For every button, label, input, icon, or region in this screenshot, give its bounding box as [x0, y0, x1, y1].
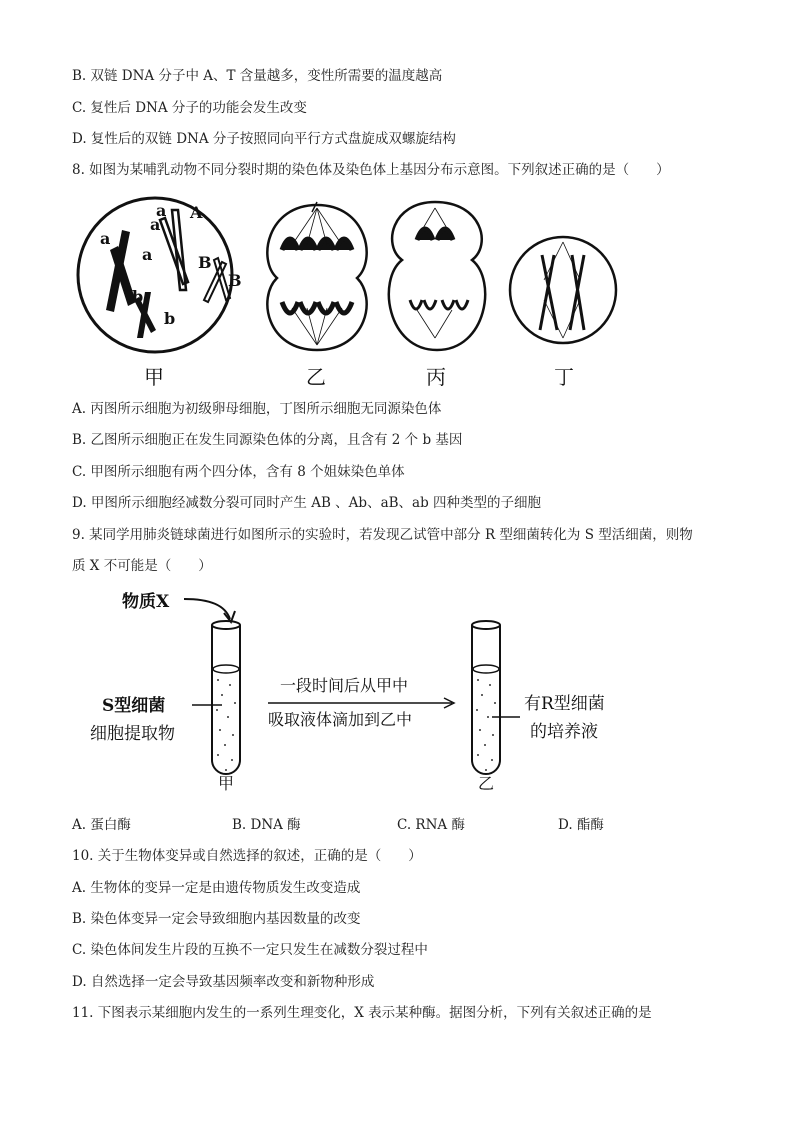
gene-label-a4: a: [156, 201, 167, 220]
gene-label-A: A: [190, 203, 203, 222]
gene-label-b2: b: [164, 309, 176, 328]
question-10-option-c: C. 染色体间发生片段的互换不一定只发生在减数分裂过程中: [72, 942, 428, 958]
question-9-option-d: D. 酯酶: [558, 817, 604, 833]
arrow-text-2: 吸取液体滴加到乙中: [268, 710, 413, 729]
cell-ding: [510, 237, 616, 343]
question-10-option-d: D. 自然选择一定会导致基因频率改变和新物种形成: [72, 974, 375, 990]
cell-bing: [389, 202, 485, 350]
question-8-option-c: C. 甲图所示细胞有两个四分体，含有 8 个姐妹染色单体: [72, 464, 405, 480]
option-8-prev-d: D. 复性后的双链 DNA 分子按照同向平行方式盘旋成双螺旋结构: [72, 131, 456, 147]
question-9-option-b: B. DNA 酶: [232, 817, 301, 833]
option-8-prev-c: C. 复性后 DNA 分子的功能会发生改变: [72, 100, 307, 116]
gene-label-a1: a: [100, 229, 111, 248]
gene-label-a3: a: [150, 215, 161, 234]
arrow-text-1: 一段时间后从甲中: [280, 676, 409, 695]
question-10-option-a: A. 生物体的变异一定是由遗传物质发生改变造成: [72, 880, 361, 896]
question-9-option-a: A. 蛋白酶: [72, 817, 131, 833]
cell-label-ding: 丁: [554, 365, 574, 389]
tube-yi: [472, 621, 500, 774]
gene-label-B1: B: [198, 253, 212, 272]
r-medium-label-2: 的培养液: [530, 722, 598, 742]
question-9-stem-2: 质 X 不可能是（ ）: [72, 558, 212, 574]
r-medium-label-1: 有R型细菌: [524, 694, 605, 714]
s-bacteria-label-1: S型细菌: [102, 696, 166, 716]
question-9-option-c: C. RNA 酶: [397, 817, 465, 833]
question-10-stem: 10. 关于生物体变异或自然选择的叙述，正确的是（ ）: [72, 848, 422, 864]
cell-yi: [267, 202, 366, 350]
substance-x-label: 物质X: [122, 592, 170, 612]
question-8-stem: 8. 如图为某哺乳动物不同分裂时期的染色体及染色体上基因分布示意图。下列叙述正确的是（ ）: [72, 162, 670, 178]
tube-jia: [212, 621, 240, 774]
tube-label-jia: 甲: [218, 774, 235, 793]
cell-label-bing: 丙: [426, 365, 446, 389]
question-8-option-b: B. 乙图所示细胞正在发生同源染色体的分离，且含有 2 个 b 基因: [72, 432, 463, 448]
cell-jia: [78, 198, 242, 352]
s-bacteria-label-2: 细胞提取物: [90, 724, 175, 744]
gene-label-b1: b: [132, 287, 144, 306]
figure-8-cells: [72, 190, 632, 390]
figure-9-experiment: [80, 585, 640, 795]
question-9-stem-1: 9. 某同学用肺炎链球菌进行如图所示的实验时，若发现乙试管中部分 R 型细菌转化为 S 型活细菌，则物: [72, 527, 693, 543]
cell-label-yi: 乙: [306, 365, 326, 389]
question-8-option-a: A. 丙图所示细胞为初级卵母细胞，丁图所示细胞无同源染色体: [72, 401, 442, 417]
option-8-prev-b: B. 双链 DNA 分子中 A、T 含量越多，变性所需要的温度越高: [72, 68, 443, 84]
gene-label-a2: a: [142, 245, 153, 264]
tube-label-yi: 乙: [478, 774, 495, 793]
cell-label-jia: 甲: [144, 365, 164, 389]
gene-label-B2: B: [228, 271, 242, 290]
question-10-option-b: B. 染色体变异一定会导致细胞内基因数量的改变: [72, 911, 361, 927]
question-8-option-d: D. 甲图所示细胞经减数分裂可同时产生 AB 、Ab、aB、ab 四种类型的子细胞: [72, 495, 542, 511]
question-11-stem: 11. 下图表示某细胞内发生的一系列生理变化，X 表示某种酶。据图分析，下列有关叙述正确的是: [72, 1005, 652, 1021]
